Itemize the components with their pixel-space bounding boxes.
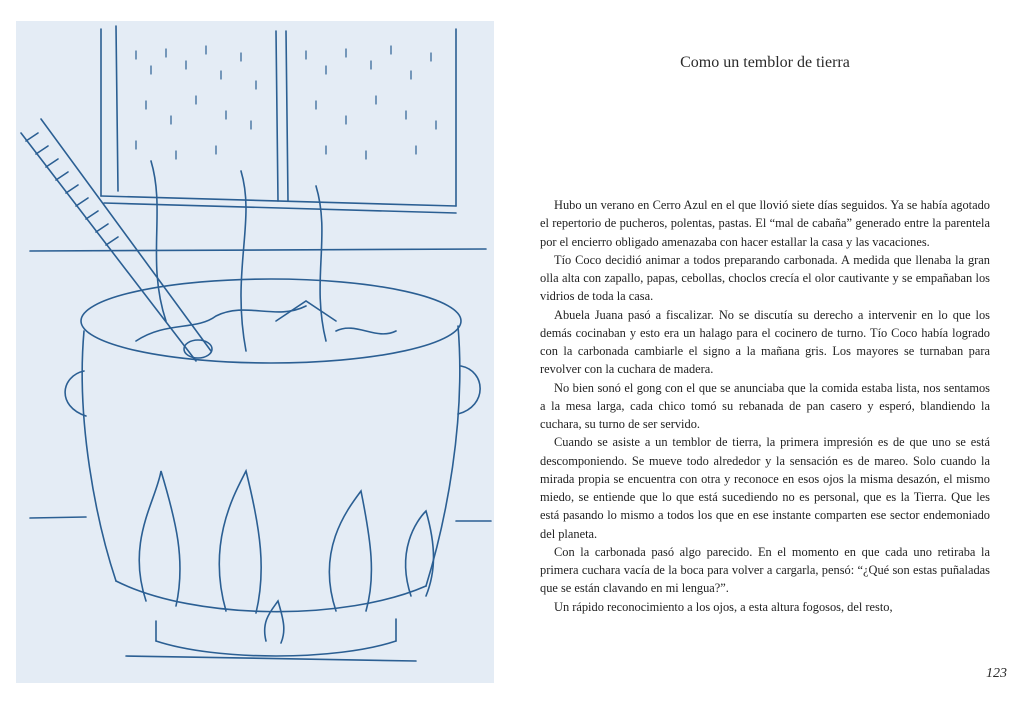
window-lines <box>30 26 486 251</box>
body-text <box>540 196 990 616</box>
paragraph: Con la carbonada pasó algo parecido. En el momento en que cada uno retiraba la primera cuchara vacía de la boca para volver a cargarla, pensó: “¿Qué son estas puñaladas que se están clavando en mi lengua?”. <box>540 544 990 596</box>
illustration-etching <box>16 21 494 683</box>
paragraph: No bien sonó el gong con el que se anunciaba que la comida estaba lista, nos sentamos a la mesa larga, cada chico tomó su rebanada de pan casero y esperó, blandiendo la cuchara, su turno de ser servido. <box>540 380 990 431</box>
flame-drawing <box>139 471 433 643</box>
page-number: 123 <box>986 666 1007 681</box>
pot-on-fire-drawing <box>16 21 494 683</box>
steam-lines <box>151 161 326 351</box>
paragraph: Un rápido reconocimiento a los ojos, a esta altura fogosos, del resto, <box>554 599 893 614</box>
paragraph: Hubo un verano en Cerro Azul en el que llovió siete días seguidos. Ya se había agotado el repertorio de pucheros, polentas, pastas. El “mal de cabaña” generado entre la parentela por el encierro obligado amenazaba con hacer estallar la casa y las vacaciones. <box>540 198 990 249</box>
paragraph: Abuela Juana pasó a fiscalizar. No se discutía su derecho a intervenir en lo que los demás cocinaban y esto era un halago para el cocinero de turno. Tío Coco había logrado con la carbonada cambiarle el signo a la mañana gris. Los mayores se turnaban para revolver con la cuchara de madera. <box>540 307 990 377</box>
chapter-title: Como un temblor de tierra <box>680 54 850 71</box>
pot-drawing <box>65 279 480 656</box>
paragraph: Cuando se asiste a un temblor de tierra, la primera impresión es de que uno se está descomponiendo. Se mueve todo alrededor y la sensación es de mareo. Solo cuando la mirada propia se encuentra con otra y reconoce en esos ojos la misma desazón, el mismo miedo, se entiende que lo que está sucediendo no es personal, que es la Tierra. Que les está pasando lo mismo a todos los que en ese instante comparten ese sector endemoniado del planeta. <box>540 435 990 541</box>
paragraph: Tío Coco decidió animar a todos preparando carbonada. A medida que llenaba la gran olla alta con zapallo, papas, cebollas, choclos crecía el olor cautivante y se empañaban los vidrios de toda la casa. <box>540 252 990 304</box>
spoon-drawing <box>21 119 212 361</box>
